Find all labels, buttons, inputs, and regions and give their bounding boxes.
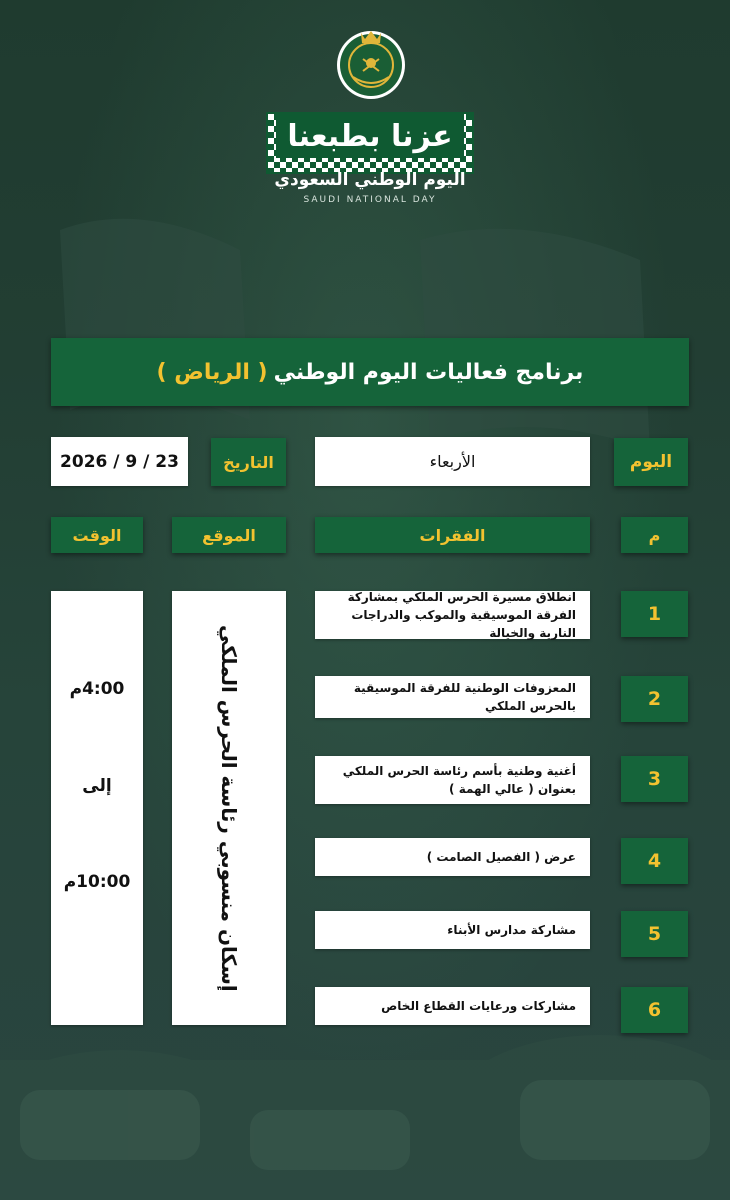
title-main: برنامج فعاليات اليوم الوطني [273,359,584,385]
row-item: انطلاق مسيرة الحرس الملكي بمشاركة الفرقة الموسيقية والموكب والدراجات النارية والخيالة [315,591,590,639]
time-to: إلى [82,776,112,796]
date-value: 2026 / 9 / 23 [51,437,188,486]
day-label: اليوم [614,438,688,486]
brand-english: SAUDI NATIONAL DAY [303,195,437,205]
title-city: ( الرياض ) [156,359,268,385]
page-edge [730,0,744,1200]
row-item: مشاركات ورعايات القطاع الخاص [315,987,590,1025]
time-cell [51,591,143,1025]
row-number: 4 [621,838,688,884]
row-number: 6 [621,987,688,1033]
brand-subtitle: اليوم الوطني السعودي [274,170,466,190]
royal-guard-emblem-icon [333,25,409,101]
column-header-number: م [621,517,688,553]
row-item: المعزوفات الوطنية للفرقة الموسيقية بالحرس الملكي [315,676,590,718]
page-title [51,338,689,406]
row-item: مشاركة مدارس الأبناء [315,911,590,949]
day-value: الأربعاء [315,437,590,486]
column-header-location: الموقع [172,517,286,553]
row-number: 1 [621,591,688,637]
time-end: 10:00م [63,872,131,892]
date-label: التاريخ [211,438,286,486]
time-start: 4:00م [69,679,125,699]
row-number: 5 [621,911,688,957]
brand-title: عزنا بطبعنا [276,114,464,158]
column-header-time: الوقت [51,517,143,553]
row-item: أغنية وطنية بأسم رئاسة الحرس الملكي بعنوان ( عالي الهمة ) [315,756,590,804]
location-value: إسكان منسوبي رئاسة الحرس الملكي [217,624,241,992]
row-number: 3 [621,756,688,802]
row-number: 2 [621,676,688,722]
row-item: عرض ( الفصيل الصامت ) [315,838,590,876]
column-header-items: الفقرات [315,517,590,553]
location-cell [172,591,286,1025]
